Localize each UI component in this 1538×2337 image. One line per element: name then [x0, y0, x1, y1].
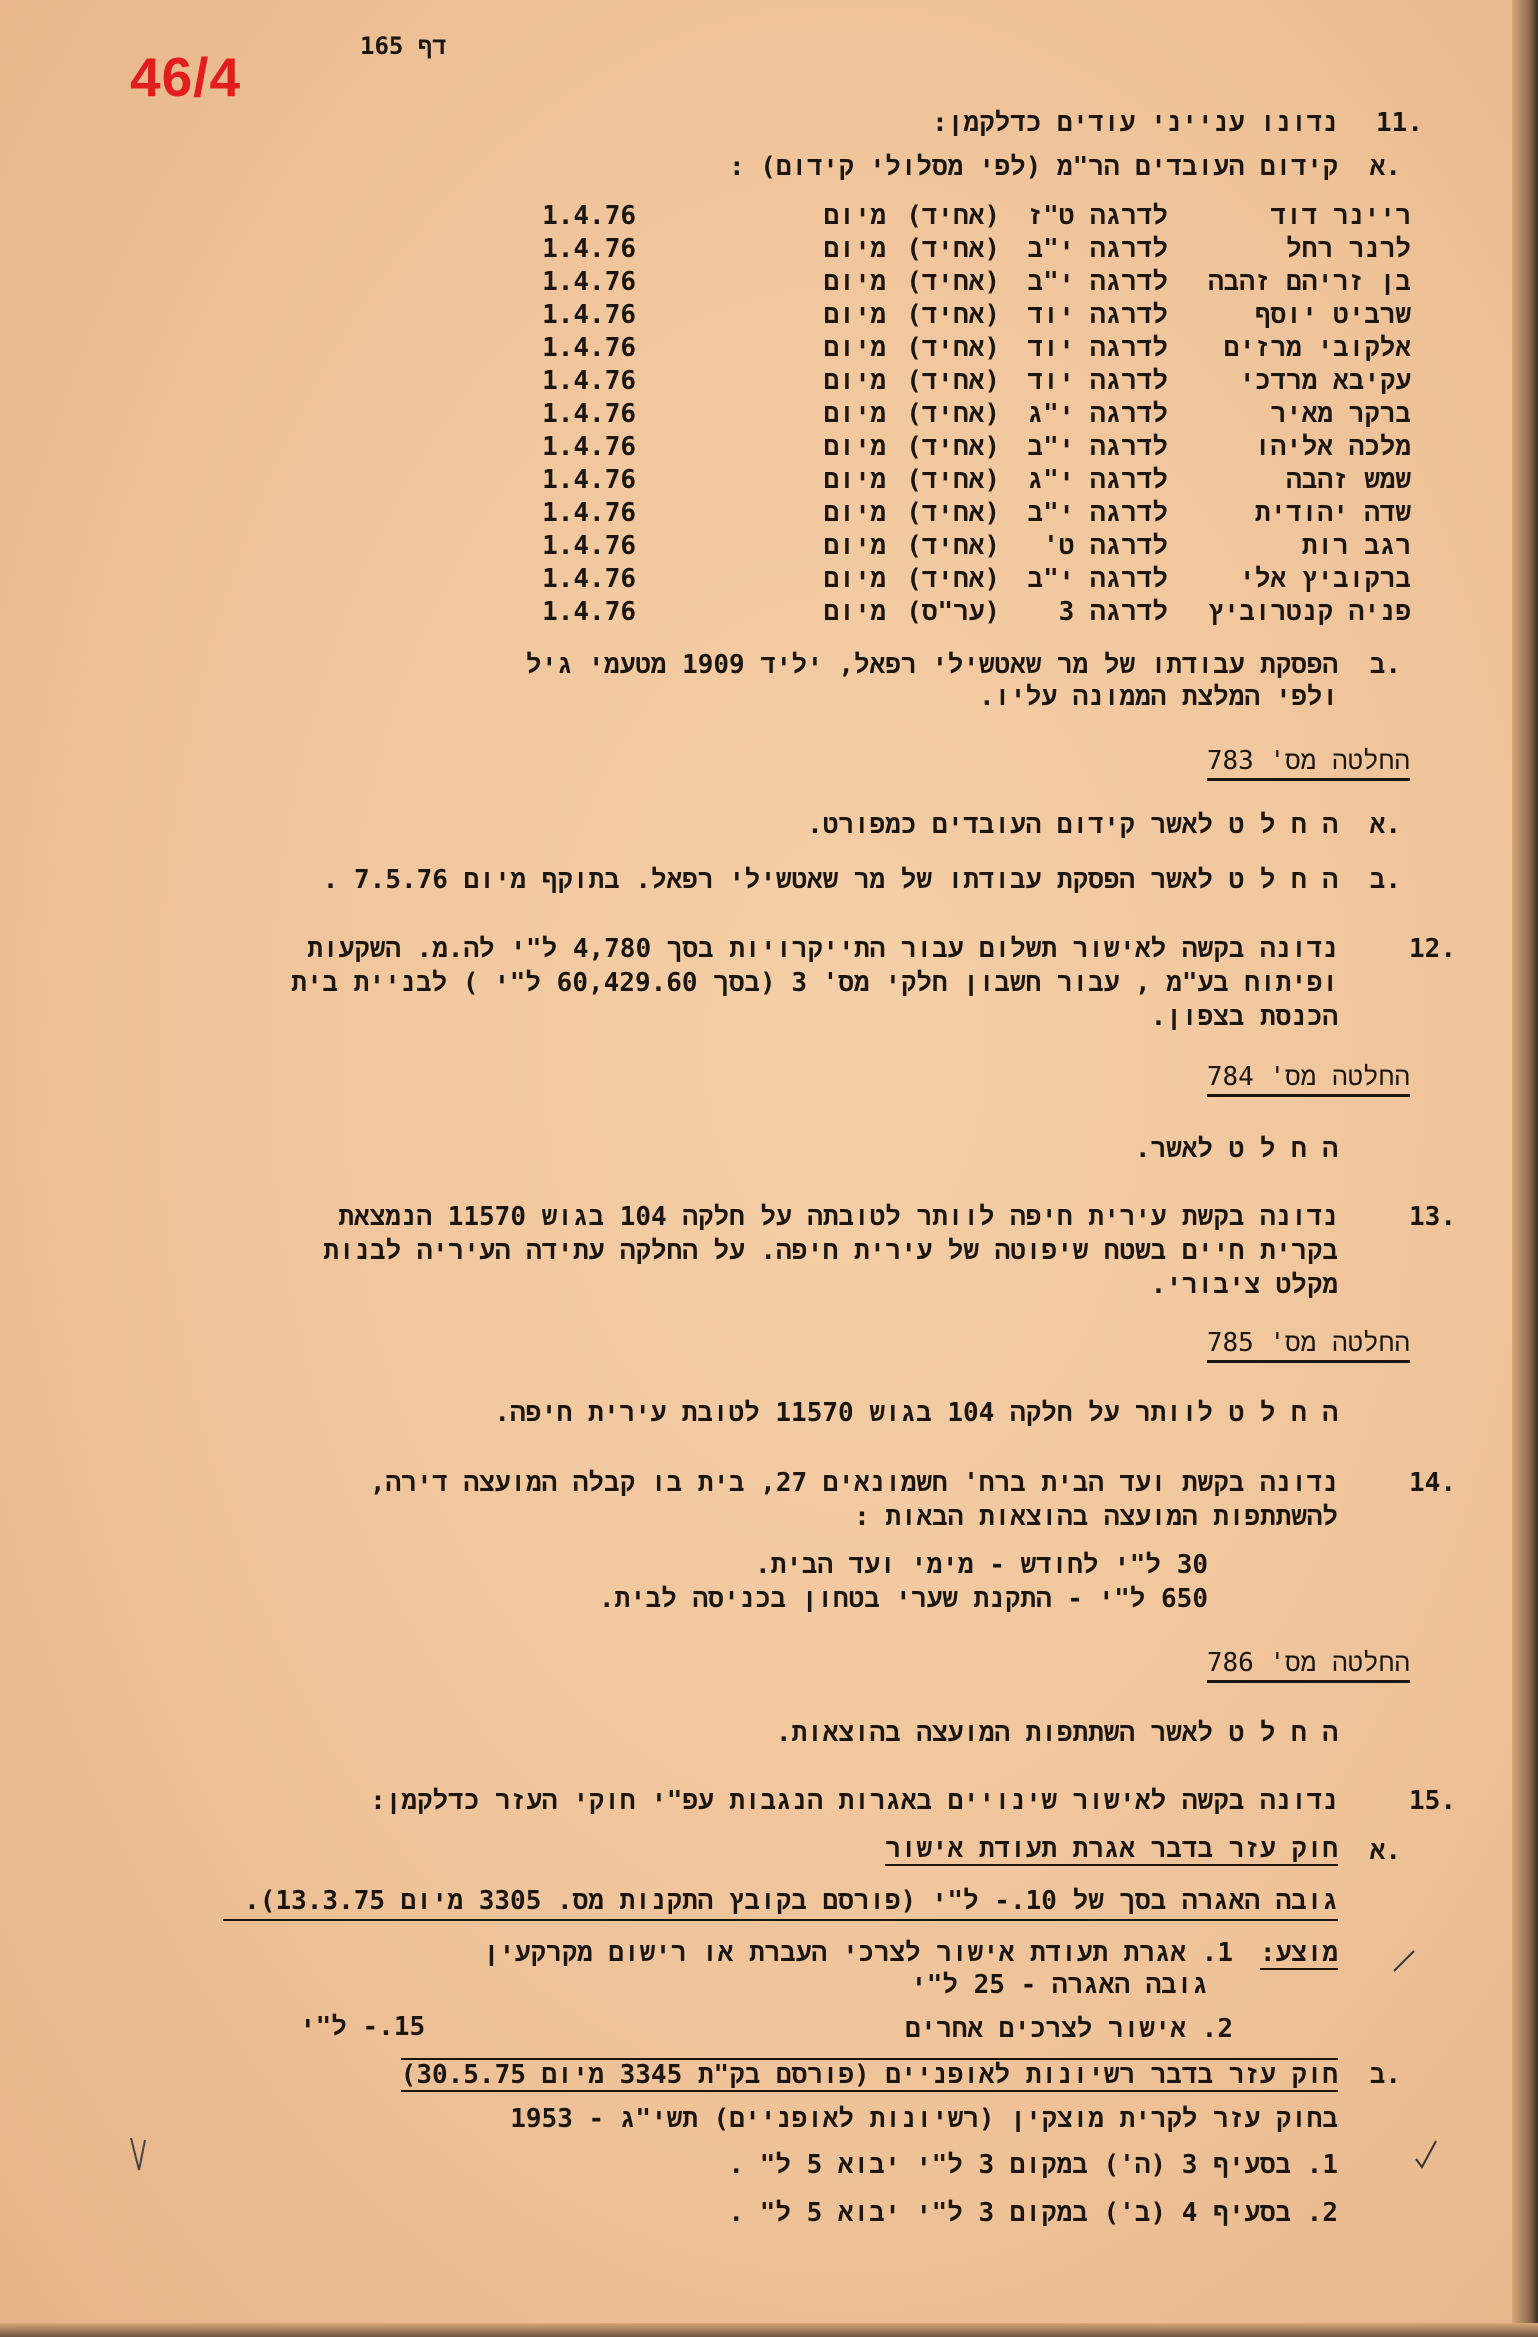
from-cell: מיום — [823, 564, 886, 594]
employee-name: ברקר מאיר — [1270, 399, 1411, 429]
date-cell: 1.4.76 — [542, 300, 636, 330]
from-cell: מיום — [823, 366, 886, 396]
item-13-line1: נדונה בקשת עירית חיפה לוותר לטובתה על חלקה 104 בגוש 11570 הנמצאת — [338, 1202, 1338, 1232]
scale-cell: (אחיד) — [906, 267, 1000, 297]
from-cell: מיום — [823, 498, 886, 528]
decision-783-b-text: ה ח ל ט לאשר הפסקת עבודתו של מר שאטשילי רפאל. בתוקף מיום 7.5.76 . — [322, 865, 1338, 895]
item-13-line2: בקרית חיים בשטח שיפוטה של עירית חיפה. על החלקה עתידה העיריה לבנות — [323, 1236, 1338, 1266]
roster-row — [0, 299, 1538, 332]
scale-cell: (אחיד) — [906, 564, 1000, 594]
scale-cell: (אחיד) — [906, 531, 1000, 561]
roster-row — [0, 266, 1538, 299]
from-cell: מיום — [823, 201, 886, 231]
decision-785-header: החלטה מס' 785 — [1207, 1326, 1410, 1363]
rank-cell: לדרגה י"ב — [1027, 498, 1168, 528]
item-15-title: נדונה בקשה לאישור שינויים באגרות הנגבות עפ"י חוקי העזר כדלקמן: — [370, 1786, 1338, 1816]
roster-row — [0, 332, 1538, 365]
decision-783-header: החלטה מס' 783 — [1207, 744, 1410, 781]
employee-name: שדה יהודית — [1254, 498, 1411, 528]
item-12-line1: נדונה בקשה לאישור תשלום עבור התייקרויות בסך 4,780 ל"י לה.מ. השקעות — [307, 934, 1338, 964]
item-13-line3: מקלט ציבורי. — [1150, 1270, 1338, 1300]
proposed-label: מוצע: — [1259, 1938, 1338, 1968]
margin-tick-mark — [1390, 1945, 1420, 1975]
proposal-2-fee: 15.- ל"י — [300, 2012, 426, 2042]
date-cell: 1.4.76 — [542, 498, 636, 528]
decision-784-header: החלטה מס' 784 — [1207, 1060, 1410, 1097]
from-cell: מיום — [823, 597, 886, 627]
proposal-1-fee: גובה האגרה - 25 ל"י — [911, 1970, 1208, 2000]
scale-cell: (אחיד) — [906, 465, 1000, 495]
item-12-line2: ופיתוח בע"מ , עבור חשבון חלקי מס' 3 (בסך 60,429.60 ל"י ) לבניית בית — [291, 968, 1338, 998]
roster-row — [0, 431, 1538, 464]
item-15-b-clause-1: 1. בסעיף 3 (ה') במקום 3 ל"י יבוא 5 ל" . — [728, 2150, 1338, 2180]
rank-cell: לדרגה יוד — [1027, 366, 1168, 396]
rank-cell: לדרגה י"ב — [1027, 432, 1168, 462]
rank-cell: לדרגה י"ב — [1027, 267, 1168, 297]
item-15-b-title: חוק עזר בדבר רשיונות לאופניים (פורסם בק"ת 3345 מיום 30.5.75) — [400, 2060, 1338, 2090]
employee-name: רגב רות — [1301, 531, 1411, 561]
date-cell: 1.4.76 — [542, 564, 636, 594]
date-cell: 1.4.76 — [542, 366, 636, 396]
item-15-a-line2-underline — [223, 1919, 1338, 1921]
proposal-1: 1. אגרת תעודת אישור לצרכי העברת או רישום מקרקעין — [483, 1938, 1233, 1968]
from-cell: מיום — [823, 234, 886, 264]
employee-name: שמש זהבה — [1286, 465, 1411, 495]
item-11-a-marker: א. — [1369, 152, 1401, 182]
from-cell: מיום — [823, 432, 886, 462]
rank-cell: לדרגה ט' — [1043, 531, 1168, 561]
date-cell: 1.4.76 — [542, 465, 636, 495]
employee-name: שרביט יוסף — [1254, 300, 1411, 330]
from-cell: מיום — [823, 333, 886, 363]
employee-name: פניה קנטרוביץ — [1208, 597, 1411, 627]
item-15-a-title: חוק עזר בדבר אגרת תעודת אישור — [885, 1834, 1338, 1864]
rank-cell: לדרגה יוד — [1027, 333, 1168, 363]
date-cell: 1.4.76 — [542, 531, 636, 561]
rank-cell: לדרגה 3 — [1058, 597, 1168, 627]
page-number: 165 דף — [360, 32, 447, 60]
roster-row — [0, 464, 1538, 497]
date-cell: 1.4.76 — [542, 333, 636, 363]
from-cell: מיום — [823, 531, 886, 561]
date-cell: 1.4.76 — [542, 201, 636, 231]
item-15-b-clause-2: 2. בסעיף 4 (ב') במקום 3 ל"י יבוא 5 ל" . — [728, 2198, 1338, 2228]
item-12-line3: הכנסת בצפון. — [1150, 1002, 1338, 1032]
from-cell: מיום — [823, 399, 886, 429]
date-cell: 1.4.76 — [542, 399, 636, 429]
from-cell: מיום — [823, 267, 886, 297]
scale-cell: (אחיד) — [906, 498, 1000, 528]
roster-row — [0, 200, 1538, 233]
item-15-b-marker: ב. — [1369, 2060, 1401, 2090]
item-11-b-line1: הפסקת עבודתו של מר שאטשילי רפאל, יליד 1909 מטעמי גיל — [525, 650, 1338, 680]
item-14-number: 14. — [1409, 1468, 1456, 1498]
from-cell: מיום — [823, 300, 886, 330]
date-cell: 1.4.76 — [542, 234, 636, 264]
rank-cell: לדרגה יוד — [1027, 300, 1168, 330]
item-11-b-marker: ב. — [1369, 650, 1401, 680]
scale-cell: (אחיד) — [906, 201, 1000, 231]
item-13-number: 13. — [1409, 1202, 1456, 1232]
rank-cell: לדרגה י"ג — [1027, 399, 1168, 429]
decision-785-text: ה ח ל ט לוותר על חלקה 104 בגוש 11570 לטובת עירית חיפה. — [494, 1398, 1338, 1428]
employee-name: ריינר דוד — [1270, 201, 1411, 231]
proposal-2: 2. אישור לצרכים אחרים — [905, 2014, 1233, 2044]
employee-name: עקיבא מרדכי — [1239, 366, 1411, 396]
date-cell: 1.4.76 — [542, 597, 636, 627]
from-cell: מיום — [823, 465, 886, 495]
item-12-number: 12. — [1409, 934, 1456, 964]
item-11-a-title: קידום העובדים הר"מ (לפי מסלולי קידום) : — [728, 152, 1338, 182]
rank-cell: לדרגה ט"ז — [1027, 201, 1168, 231]
item-14-line1: נדונה בקשת ועד הבית ברח' חשמונאים 27, בית בו קבלה המועצה דירה, — [369, 1468, 1338, 1498]
rank-cell: לדרגה י"ג — [1027, 465, 1168, 495]
decision-783-a-marker: א. — [1369, 810, 1401, 840]
date-cell: 1.4.76 — [542, 432, 636, 462]
employee-name: מלכה אליהו — [1254, 432, 1411, 462]
roster-row — [0, 530, 1538, 563]
decision-784-text: ה ח ל ט לאשר. — [1134, 1134, 1338, 1164]
roster-row — [0, 596, 1538, 629]
decision-783-a-text: ה ח ל ט לאשר קידום העובדים כמפורט. — [807, 810, 1338, 840]
item-15-b-line2: בחוק עזר לקרית מוצקין (רשיונות לאופניים) תשי"ג - 1953 — [510, 2104, 1338, 2134]
roster-row — [0, 398, 1538, 431]
left-margin-check-mark — [125, 2130, 155, 2180]
employee-name: בן זריהם זהבה — [1208, 267, 1411, 297]
rank-cell: לדרגה י"ב — [1027, 234, 1168, 264]
employee-name: ברקוביץ אלי — [1239, 564, 1411, 594]
archive-stamp: 46/4 — [130, 46, 242, 108]
employee-name: לרנר רחל — [1286, 234, 1411, 264]
margin-check-mark — [1410, 2135, 1440, 2175]
item-15-a-marker: א. — [1369, 1836, 1401, 1866]
scale-cell: (אחיד) — [906, 234, 1000, 264]
item-11-number: 11. — [1376, 108, 1423, 138]
scale-cell: (אחיד) — [906, 399, 1000, 429]
roster-row — [0, 497, 1538, 530]
item-14-expense-2: 650 ל"י - התקנת שערי בטחון בכניסה לבית. — [598, 1584, 1208, 1614]
date-cell: 1.4.76 — [542, 267, 636, 297]
item-14-expense-1: 30 ל"י לחודש - מימי ועד הבית. — [754, 1550, 1208, 1580]
roster-row — [0, 365, 1538, 398]
item-14-line2: להשתתפות המועצה בהוצאות הבאות : — [854, 1502, 1338, 1532]
item-15-a-line2: גובה האגרה בסך של 10.- ל"י (פורסם בקובץ התקנות מס. 3305 מיום 13.3.75). — [244, 1886, 1338, 1916]
item-15-number: 15. — [1409, 1786, 1456, 1816]
item-11-b-line2: ולפי המלצת הממונה עליו. — [978, 682, 1338, 712]
decision-786-text: ה ח ל ט לאשר השתתפות המועצה בהוצאות. — [775, 1718, 1338, 1748]
rank-cell: לדרגה י"ב — [1027, 564, 1168, 594]
scale-cell: (אחיד) — [906, 432, 1000, 462]
roster-row — [0, 233, 1538, 266]
scale-cell: (אחיד) — [906, 366, 1000, 396]
page-edge-bottom — [0, 2323, 1538, 2337]
decision-786-header: החלטה מס' 786 — [1207, 1646, 1410, 1683]
roster-row — [0, 563, 1538, 596]
scale-cell: (אחיד) — [906, 333, 1000, 363]
scale-cell: (ער"ס) — [906, 597, 1000, 627]
employee-name: אלקובי מרזים — [1223, 333, 1411, 363]
decision-783-b-marker: ב. — [1369, 865, 1401, 895]
scale-cell: (אחיד) — [906, 300, 1000, 330]
item-11-title: נדונו ענייני עודים כדלקמן: — [932, 108, 1338, 138]
